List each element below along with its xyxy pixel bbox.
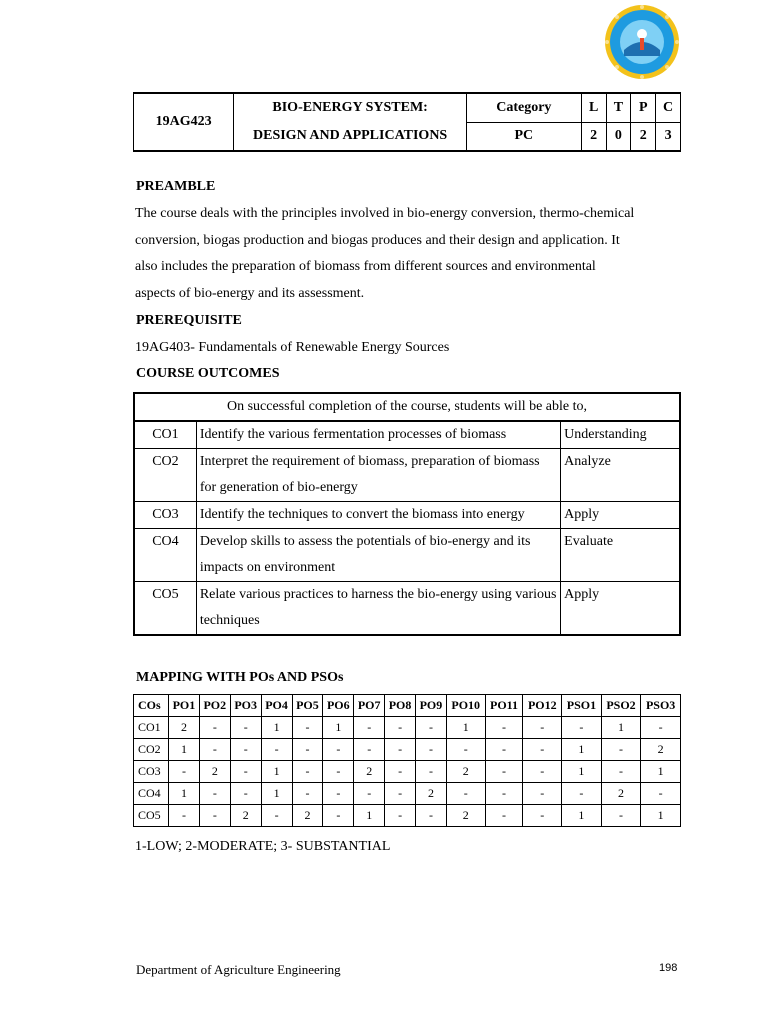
course-outcomes-intro: On successful completion of the course, students will be able to, <box>134 393 680 421</box>
table-cell: - <box>199 783 230 805</box>
table-cell: - <box>199 739 230 761</box>
co-description: Identify the various fermentation processes of biomass <box>196 421 560 449</box>
table-cell: - <box>385 739 416 761</box>
course-title-line2: DESIGN AND APPLICATIONS <box>234 122 467 151</box>
co-description: Interpret the requirement of biomass, preparation of biomass for generation of bio-energy <box>196 449 560 502</box>
column-header: PSO1 <box>562 695 602 717</box>
column-header: COs <box>134 695 169 717</box>
table-cell: - <box>230 783 261 805</box>
table-cell: 1 <box>261 783 292 805</box>
table-cell: - <box>261 805 292 827</box>
table-cell: - <box>323 783 354 805</box>
co-id: CO1 <box>134 421 196 449</box>
column-header: PO3 <box>230 695 261 717</box>
row-label: CO4 <box>134 783 169 805</box>
table-cell: 1 <box>562 805 602 827</box>
column-header: PO8 <box>385 695 416 717</box>
table-cell: - <box>230 717 261 739</box>
column-header: PO5 <box>292 695 323 717</box>
footer-department: Department of Agriculture Engineering <box>136 962 341 977</box>
table-cell: - <box>354 783 385 805</box>
table-cell: - <box>523 783 562 805</box>
course-header-table <box>133 92 681 152</box>
table-row <box>134 449 680 502</box>
table-cell: - <box>416 805 447 827</box>
co-id: CO3 <box>134 502 196 529</box>
course-code: 19AG423 <box>134 93 234 151</box>
column-header: PO12 <box>523 695 562 717</box>
table-cell: - <box>385 783 416 805</box>
column-header: PO6 <box>323 695 354 717</box>
table-cell: - <box>323 739 354 761</box>
table-cell: 2 <box>169 717 200 739</box>
table-row <box>134 761 681 783</box>
table-cell: 1 <box>169 783 200 805</box>
co-description: Develop skills to assess the potentials of bio-energy and its impacts on environment <box>196 529 560 582</box>
table-cell: - <box>354 717 385 739</box>
table-cell: - <box>416 717 447 739</box>
preamble-line: aspects of bio-energy and its assessment. <box>135 286 365 302</box>
table-cell: - <box>641 717 681 739</box>
table-cell: - <box>323 805 354 827</box>
co-id: CO2 <box>134 449 196 502</box>
table-row <box>134 421 680 449</box>
table-cell: - <box>485 761 523 783</box>
institution-logo <box>604 4 680 80</box>
table-row <box>134 717 681 739</box>
column-header: PO2 <box>199 695 230 717</box>
table-cell: 2 <box>446 805 485 827</box>
category-value: PC <box>466 122 581 151</box>
table-cell: - <box>385 717 416 739</box>
table-cell: 1 <box>641 805 681 827</box>
table-cell: - <box>485 783 523 805</box>
table-cell: 1 <box>261 717 292 739</box>
preamble-text <box>135 201 681 308</box>
table-cell: 1 <box>562 761 602 783</box>
table-cell: - <box>485 739 523 761</box>
preamble-line: The course deals with the principles involved in bio-energy conversion, thermo-chemical <box>135 206 635 221</box>
table-cell: - <box>601 761 641 783</box>
row-label: CO2 <box>134 739 169 761</box>
table-row <box>134 529 680 582</box>
table-cell: - <box>601 805 641 827</box>
co-level: Evaluate <box>561 529 680 582</box>
table-header-row <box>134 695 681 717</box>
table-cell: - <box>641 783 681 805</box>
table-cell: - <box>446 783 485 805</box>
co-id: CO5 <box>134 582 196 636</box>
table-cell: - <box>292 761 323 783</box>
table-row <box>134 805 681 827</box>
preamble-heading: PREAMBLE <box>136 179 216 194</box>
column-header: PO7 <box>354 695 385 717</box>
table-cell: 1 <box>169 739 200 761</box>
table-cell: - <box>601 739 641 761</box>
co-id: CO4 <box>134 529 196 582</box>
table-cell: - <box>523 717 562 739</box>
table-cell: - <box>199 717 230 739</box>
ltpc-label-p: P <box>631 93 656 122</box>
table-cell: 1 <box>261 761 292 783</box>
table-cell: 1 <box>641 761 681 783</box>
table-cell: 1 <box>446 717 485 739</box>
preamble-line: also includes the preparation of biomass from different sources and environmental <box>135 259 596 275</box>
table-cell: 1 <box>562 739 602 761</box>
column-header: PO1 <box>169 695 200 717</box>
course-title-line1: BIO-ENERGY SYSTEM: <box>234 93 467 122</box>
table-cell: - <box>385 761 416 783</box>
table-cell: 1 <box>354 805 385 827</box>
table-cell: - <box>230 739 261 761</box>
table-cell: - <box>199 805 230 827</box>
column-header: PO4 <box>261 695 292 717</box>
co-level: Understanding <box>561 421 680 449</box>
page-number: 198 <box>659 962 678 974</box>
mapping-heading: MAPPING WITH POs AND PSOs <box>136 670 344 685</box>
table-cell: - <box>292 739 323 761</box>
ltpc-value-p: 2 <box>631 122 656 151</box>
course-outcomes-heading: COURSE OUTCOMES <box>136 366 280 381</box>
table-cell: 1 <box>601 717 641 739</box>
table-cell: - <box>523 739 562 761</box>
column-header: PSO2 <box>601 695 641 717</box>
row-label: CO1 <box>134 717 169 739</box>
column-header: PO10 <box>446 695 485 717</box>
table-cell: - <box>169 805 200 827</box>
table-cell: - <box>485 805 523 827</box>
ltpc-value-c: 3 <box>656 122 681 151</box>
column-header: PSO3 <box>641 695 681 717</box>
table-row <box>134 739 681 761</box>
co-level: Apply <box>561 582 680 636</box>
table-cell: - <box>261 739 292 761</box>
table-cell: 1 <box>323 717 354 739</box>
table-cell: - <box>416 739 447 761</box>
table-cell: - <box>446 739 485 761</box>
category-label: Category <box>466 93 581 122</box>
table-cell: 2 <box>641 739 681 761</box>
preamble-line: conversion, biogas production and biogas produces and their design and application. It <box>135 232 620 248</box>
table-row <box>134 783 681 805</box>
ltpc-value-l: 2 <box>581 122 606 151</box>
mapping-legend: 1-LOW; 2-MODERATE; 3- SUBSTANTIAL <box>135 839 391 854</box>
co-description: Relate various practices to harness the bio-energy using various techniques <box>196 582 560 636</box>
table-cell: - <box>562 717 602 739</box>
table-cell: 2 <box>601 783 641 805</box>
table-cell: - <box>169 761 200 783</box>
column-header: PO11 <box>485 695 523 717</box>
ltpc-label-l: L <box>581 93 606 122</box>
mapping-table <box>133 694 681 827</box>
course-outcomes-table <box>133 392 681 636</box>
table-cell: 2 <box>199 761 230 783</box>
co-description: Identify the techniques to convert the biomass into energy <box>196 502 560 529</box>
table-cell: - <box>230 761 261 783</box>
table-cell: 2 <box>354 761 385 783</box>
table-cell: - <box>523 761 562 783</box>
table-row <box>134 502 680 529</box>
table-cell: - <box>292 717 323 739</box>
ltpc-label-t: T <box>606 93 631 122</box>
table-cell: 2 <box>292 805 323 827</box>
table-cell: - <box>562 783 602 805</box>
table-cell: - <box>385 805 416 827</box>
prerequisite-heading: PREREQUISITE <box>136 313 242 328</box>
table-cell: - <box>354 739 385 761</box>
row-label: CO5 <box>134 805 169 827</box>
table-cell: - <box>485 717 523 739</box>
prerequisite-text: 19AG403- Fundamentals of Renewable Energy Sources <box>135 340 450 355</box>
table-cell: - <box>523 805 562 827</box>
table-row <box>134 582 680 636</box>
column-header: PO9 <box>416 695 447 717</box>
table-cell: - <box>292 783 323 805</box>
row-label: CO3 <box>134 761 169 783</box>
table-cell: 2 <box>416 783 447 805</box>
table-cell: 2 <box>230 805 261 827</box>
ltpc-label-c: C <box>656 93 681 122</box>
co-level: Analyze <box>561 449 680 502</box>
table-cell: - <box>416 761 447 783</box>
table-cell: 2 <box>446 761 485 783</box>
ltpc-value-t: 0 <box>606 122 631 151</box>
co-level: Apply <box>561 502 680 529</box>
table-cell: - <box>323 761 354 783</box>
